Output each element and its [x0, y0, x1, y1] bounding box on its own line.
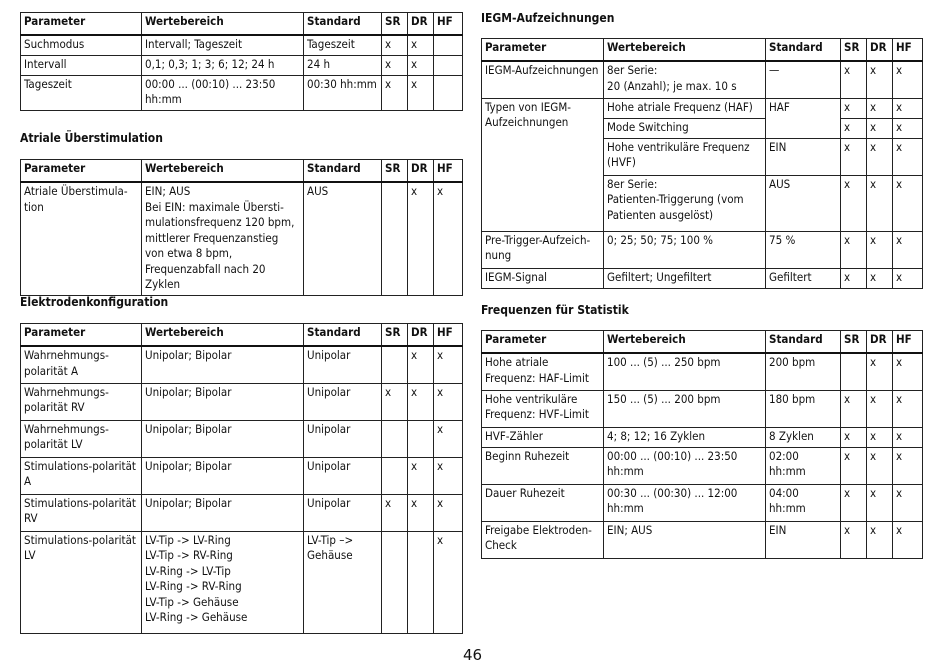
range-cell: Unipolar; Bipolar: [142, 420, 304, 457]
dr-cell: x: [867, 138, 893, 175]
table-row: [482, 484, 923, 521]
column-header: Standard: [766, 39, 841, 62]
sr-cell: x: [382, 383, 408, 420]
table-row: [21, 182, 463, 295]
dr-cell: x: [867, 447, 893, 484]
range-cell: 00:00 ... (00:10) ... 23:50 hh:mm: [604, 447, 766, 484]
hf-cell: x: [893, 175, 923, 231]
table-row: [482, 390, 923, 427]
column-header: Wertebereich: [142, 324, 304, 347]
parameter-cell: Stimulations-polarität A: [21, 457, 142, 494]
sr-cell: [382, 346, 408, 383]
section-title-electrode: Elektrodenkonfiguration: [20, 295, 169, 309]
range-cell: 4; 8; 12; 16 Zyklen: [604, 427, 766, 447]
range-cell: Unipolar; Bipolar: [142, 383, 304, 420]
range-cell: Hohe atriale Frequenz (HAF): [604, 98, 766, 118]
dr-cell: x: [867, 231, 893, 268]
range-cell: 0,1; 0,3; 1; 3; 6; 12; 24 h: [142, 55, 304, 75]
column-header: Standard: [304, 13, 382, 36]
range-cell: 8er Serie: Patienten-Triggerung (vom Patienten ausgelöst): [604, 175, 766, 231]
column-header: SR: [841, 39, 867, 62]
default-cell: 75 %: [766, 231, 841, 268]
default-cell: Unipolar: [304, 457, 382, 494]
column-header: HF: [893, 39, 923, 62]
column-header: Parameter: [482, 39, 604, 62]
column-header: DR: [867, 39, 893, 62]
sr-cell: x: [382, 75, 408, 110]
dr-cell: x: [867, 484, 893, 521]
parameter-cell: Tageszeit: [21, 75, 142, 110]
parameter-cell: Dauer Ruhezeit: [482, 484, 604, 521]
column-header: Parameter: [21, 160, 142, 183]
column-header: Standard: [304, 324, 382, 347]
range-cell: Hohe ventrikuläre Frequenz (HVF): [604, 138, 766, 175]
page-number: 46: [463, 646, 483, 664]
dr-cell: x: [408, 55, 434, 75]
dr-cell: x: [408, 383, 434, 420]
table-row: [482, 268, 923, 288]
sr-cell: x: [841, 390, 867, 427]
default-cell: HAF: [766, 98, 841, 138]
sr-cell: [382, 420, 408, 457]
sr-cell: x: [841, 268, 867, 288]
sr-cell: [382, 457, 408, 494]
range-cell: Mode Switching: [604, 118, 766, 138]
parameter-cell: Intervall: [21, 55, 142, 75]
hf-cell: x: [893, 231, 923, 268]
dr-cell: x: [408, 182, 434, 295]
column-header: SR: [382, 324, 408, 347]
hf-cell: x: [893, 484, 923, 521]
dr-cell: x: [867, 61, 893, 98]
parameter-cell: Hohe ventrikuläre Frequenz: HVF-Limit: [482, 390, 604, 427]
column-header: SR: [382, 160, 408, 183]
parameter-cell: HVF-Zähler: [482, 427, 604, 447]
parameter-cell: Atriale Überstimula-tion: [21, 182, 142, 295]
column-header: SR: [841, 331, 867, 354]
range-cell: Unipolar; Bipolar: [142, 346, 304, 383]
default-cell: EIN: [766, 521, 841, 558]
hf-cell: x: [893, 427, 923, 447]
parameter-cell: IEGM-Signal: [482, 268, 604, 288]
column-header: Standard: [304, 160, 382, 183]
column-header: Wertebereich: [604, 39, 766, 62]
default-cell: —: [766, 61, 841, 98]
column-header: DR: [408, 13, 434, 36]
dr-cell: [408, 531, 434, 633]
default-cell: 04:00 hh:mm: [766, 484, 841, 521]
sr-cell: x: [841, 98, 867, 118]
parameter-cell: Stimulations-polarität LV: [21, 531, 142, 633]
dr-cell: x: [408, 346, 434, 383]
hf-cell: [434, 55, 463, 75]
parameter-cell: Suchmodus: [21, 35, 142, 55]
range-cell: EIN; AUS Bei EIN: maximale Übersti-mulationsfrequenz 120 bpm, mittlerer Frequenzanstieg von etwa 8 bpm, Frequenzabfall nach 20 Zyklen: [142, 182, 304, 295]
sr-cell: [841, 353, 867, 390]
table-electrode-config: [20, 323, 463, 634]
range-cell: 00:00 ... (00:10) ... 23:50 hh:mm: [142, 75, 304, 110]
section-title-iegm: IEGM-Aufzeichnungen: [481, 11, 615, 25]
sr-cell: [382, 531, 408, 633]
sr-cell: x: [382, 494, 408, 531]
dr-cell: x: [867, 118, 893, 138]
column-header: HF: [434, 13, 463, 36]
parameter-cell: Stimulations-polarität RV: [21, 494, 142, 531]
range-cell: 00:30 ... (00:30) ... 12:00 hh:mm: [604, 484, 766, 521]
parameter-cell: Wahrnehmungs-polarität RV: [21, 383, 142, 420]
table-row: [21, 75, 463, 110]
hf-cell: x: [893, 61, 923, 98]
range-cell: LV-Tip -> LV-Ring LV-Tip -> RV-Ring LV-Ring -> LV-Tip LV-Ring -> RV-Ring LV-Tip -> Gehäuse LV-Ring -> Gehäuse: [142, 531, 304, 633]
table-search-mode: [20, 12, 463, 111]
dr-cell: x: [408, 494, 434, 531]
default-cell: Unipolar: [304, 346, 382, 383]
sr-cell: x: [382, 35, 408, 55]
range-cell: Intervall; Tageszeit: [142, 35, 304, 55]
parameter-cell: Freigabe Elektroden-Check: [482, 521, 604, 558]
dr-cell: x: [408, 35, 434, 55]
default-cell: LV-Tip –> Gehäuse: [304, 531, 382, 633]
sr-cell: x: [841, 138, 867, 175]
parameter-cell: Wahrnehmungs-polarität A: [21, 346, 142, 383]
table-row: [21, 383, 463, 420]
table-row: [21, 494, 463, 531]
default-cell: AUS: [766, 175, 841, 231]
sr-cell: x: [841, 61, 867, 98]
sr-cell: [382, 182, 408, 295]
hf-cell: x: [434, 457, 463, 494]
dr-cell: x: [867, 390, 893, 427]
dr-cell: x: [867, 175, 893, 231]
hf-cell: x: [893, 138, 923, 175]
table-iegm-recordings: [481, 38, 923, 289]
range-cell: 0; 25; 50; 75; 100 %: [604, 231, 766, 268]
hf-cell: x: [434, 420, 463, 457]
table-statistics-frequencies: [481, 330, 923, 559]
dr-cell: x: [867, 521, 893, 558]
sr-cell: x: [841, 175, 867, 231]
hf-cell: [434, 35, 463, 55]
hf-cell: x: [434, 531, 463, 633]
default-cell: Gefiltert: [766, 268, 841, 288]
column-header: Wertebereich: [142, 160, 304, 183]
sr-cell: x: [841, 118, 867, 138]
table-atrial-overdrive: [20, 159, 463, 296]
default-cell: 00:30 hh:mm: [304, 75, 382, 110]
parameter-cell: Beginn Ruhezeit: [482, 447, 604, 484]
range-cell: EIN; AUS: [604, 521, 766, 558]
dr-cell: x: [867, 98, 893, 118]
sr-cell: x: [841, 231, 867, 268]
parameter-cell: Typen von IEGM-Aufzeichnungen: [482, 98, 604, 231]
table-row: [21, 457, 463, 494]
column-header: HF: [434, 324, 463, 347]
default-cell: 180 bpm: [766, 390, 841, 427]
default-cell: Unipolar: [304, 420, 382, 457]
table-row: [482, 521, 923, 558]
default-cell: 02:00 hh:mm: [766, 447, 841, 484]
table-row: [482, 447, 923, 484]
table-row: [21, 35, 463, 55]
section-title-atrial: Atriale Überstimulation: [20, 131, 163, 145]
range-cell: 100 ... (5) ... 250 bpm: [604, 353, 766, 390]
table-row: [21, 420, 463, 457]
dr-cell: x: [867, 427, 893, 447]
table-row: [21, 55, 463, 75]
column-header: SR: [382, 13, 408, 36]
hf-cell: x: [893, 268, 923, 288]
range-cell: 8er Serie: 20 (Anzahl); je max. 10 s: [604, 61, 766, 98]
range-cell: 150 ... (5) ... 200 bpm: [604, 390, 766, 427]
column-header: Parameter: [482, 331, 604, 354]
default-cell: 200 bpm: [766, 353, 841, 390]
column-header: HF: [434, 160, 463, 183]
sr-cell: x: [841, 447, 867, 484]
parameter-cell: IEGM-Aufzeichnungen: [482, 61, 604, 98]
dr-cell: x: [867, 353, 893, 390]
column-header: Wertebereich: [604, 331, 766, 354]
hf-cell: x: [893, 447, 923, 484]
table-row: [21, 531, 463, 633]
column-header: DR: [408, 324, 434, 347]
default-cell: Unipolar: [304, 383, 382, 420]
default-cell: EIN: [766, 138, 841, 175]
hf-cell: x: [893, 353, 923, 390]
default-cell: 8 Zyklen: [766, 427, 841, 447]
column-header: Wertebereich: [142, 13, 304, 36]
dr-cell: x: [867, 268, 893, 288]
hf-cell: x: [893, 118, 923, 138]
sr-cell: x: [841, 484, 867, 521]
sr-cell: x: [841, 427, 867, 447]
parameter-cell: Wahrnehmungs-polarität LV: [21, 420, 142, 457]
sr-cell: x: [382, 55, 408, 75]
column-header: Standard: [766, 331, 841, 354]
dr-cell: x: [408, 457, 434, 494]
hf-cell: x: [893, 390, 923, 427]
default-cell: AUS: [304, 182, 382, 295]
hf-cell: x: [434, 383, 463, 420]
hf-cell: x: [434, 346, 463, 383]
hf-cell: x: [434, 494, 463, 531]
table-row: [482, 61, 923, 98]
sr-cell: x: [841, 521, 867, 558]
column-header: DR: [408, 160, 434, 183]
range-cell: Unipolar; Bipolar: [142, 494, 304, 531]
table-row: [482, 98, 923, 118]
table-row: [482, 231, 923, 268]
hf-cell: [434, 75, 463, 110]
dr-cell: x: [408, 75, 434, 110]
column-header: DR: [867, 331, 893, 354]
table-row: [482, 353, 923, 390]
hf-cell: x: [434, 182, 463, 295]
default-cell: Unipolar: [304, 494, 382, 531]
hf-cell: x: [893, 521, 923, 558]
table-row: [482, 427, 923, 447]
default-cell: 24 h: [304, 55, 382, 75]
range-cell: Gefiltert; Ungefiltert: [604, 268, 766, 288]
hf-cell: x: [893, 98, 923, 118]
dr-cell: [408, 420, 434, 457]
column-header: Parameter: [21, 324, 142, 347]
default-cell: Tageszeit: [304, 35, 382, 55]
parameter-cell: Pre-Trigger-Aufzeich-nung: [482, 231, 604, 268]
table-row: [21, 346, 463, 383]
column-header: HF: [893, 331, 923, 354]
range-cell: Unipolar; Bipolar: [142, 457, 304, 494]
column-header: Parameter: [21, 13, 142, 36]
section-title-freq: Frequenzen für Statistik: [481, 303, 629, 317]
parameter-cell: Hohe atriale Frequenz: HAF-Limit: [482, 353, 604, 390]
